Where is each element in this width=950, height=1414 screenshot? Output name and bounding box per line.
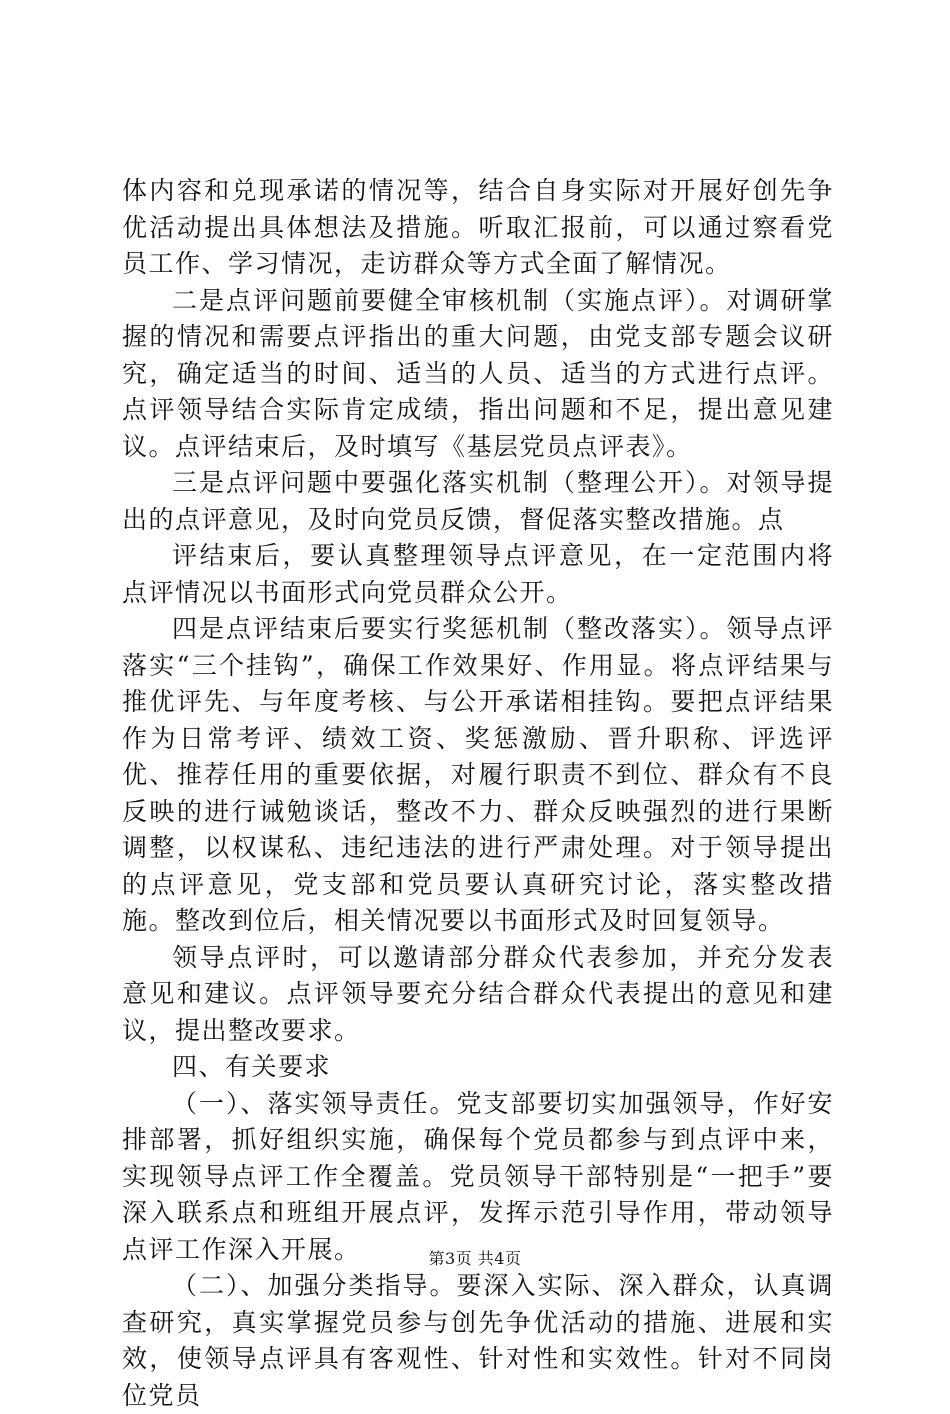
paragraph: 三是点评问题中要强化落实机制（整理公开）。对领导提出的点评意见，及时向党员反馈，督促落实整改措施。点 <box>122 468 834 534</box>
document-body <box>122 173 834 1414</box>
paragraph: （二）、加强分类指导。要深入实际、深入群众，认真调查研究，真实掌握党员参与创先争优活动的措施、进展和实效，使领导点评具有客观性、针对性和实效性。针对不同岗位党员 <box>122 1271 834 1410</box>
paragraph: 评结束后，要认真整理领导点评意见，在一定范围内将点评情况以书面形式向党员群众公开。 <box>122 541 834 607</box>
page-footer: 第3页 共4页 <box>428 1249 522 1268</box>
section-heading: 四、有关要求 <box>172 1052 332 1081</box>
paragraph: 领导点评时，可以邀请部分群众代表参加，并充分发表意见和建议。点评领导要充分结合群众代表提出的意见和建议，提出整改要求。 <box>122 942 834 1045</box>
paragraph: 二是点评问题前要健全审核机制（实施点评）。对调研掌握的情况和需要点评指出的重大问题，由党支部专题会议研究，确定适当的时间、适当的人员、适当的方式进行点评。点评领导结合实际肯定成绩，指出问题和不足，提出意见建议。点评结束后，及时填写《基层党员点评表》。 <box>122 285 834 461</box>
paragraph: 体内容和兑现承诺的情况等，结合自身实际对开展好创先争优活动提出具体想法及措施。听取汇报前，可以通过察看党员工作、学习情况，走访群众等方式全面了解情况。 <box>122 176 834 278</box>
paragraph: （一）、落实领导责任。党支部要切实加强领导，作好安排部署，抓好组织实施，确保每个党员都参与到点评中来，实现领导点评工作全覆盖。党员领导干部特别是“一把手”要深入联系点和班组开展点评，发挥示范引导作用，带动领导点评工作深入开展。 <box>122 1088 834 1264</box>
paragraph: 四是点评结束后要实行奖惩机制（整改落实）。领导点评落实“三个挂钩”，确保工作效果好、作用显。将点评结果与推优评先、与年度考核、与公开承诺相挂钩。要把点评结果作为日常考评、绩效工资、奖惩激励、晋升职称、评选评优、推荐任用的重要依据，对履行职责不到位、群众有不良反映的进行诫勉谈话，整改不力、群众反映强烈的进行果断调整，以权谋私、违纪违法的进行严肃处理。对于领导提出的点评意见，党支部和党员要认真研究讨论，落实整改措施。整改到位后，相关情况要以书面形式及时回复领导。 <box>122 614 834 935</box>
